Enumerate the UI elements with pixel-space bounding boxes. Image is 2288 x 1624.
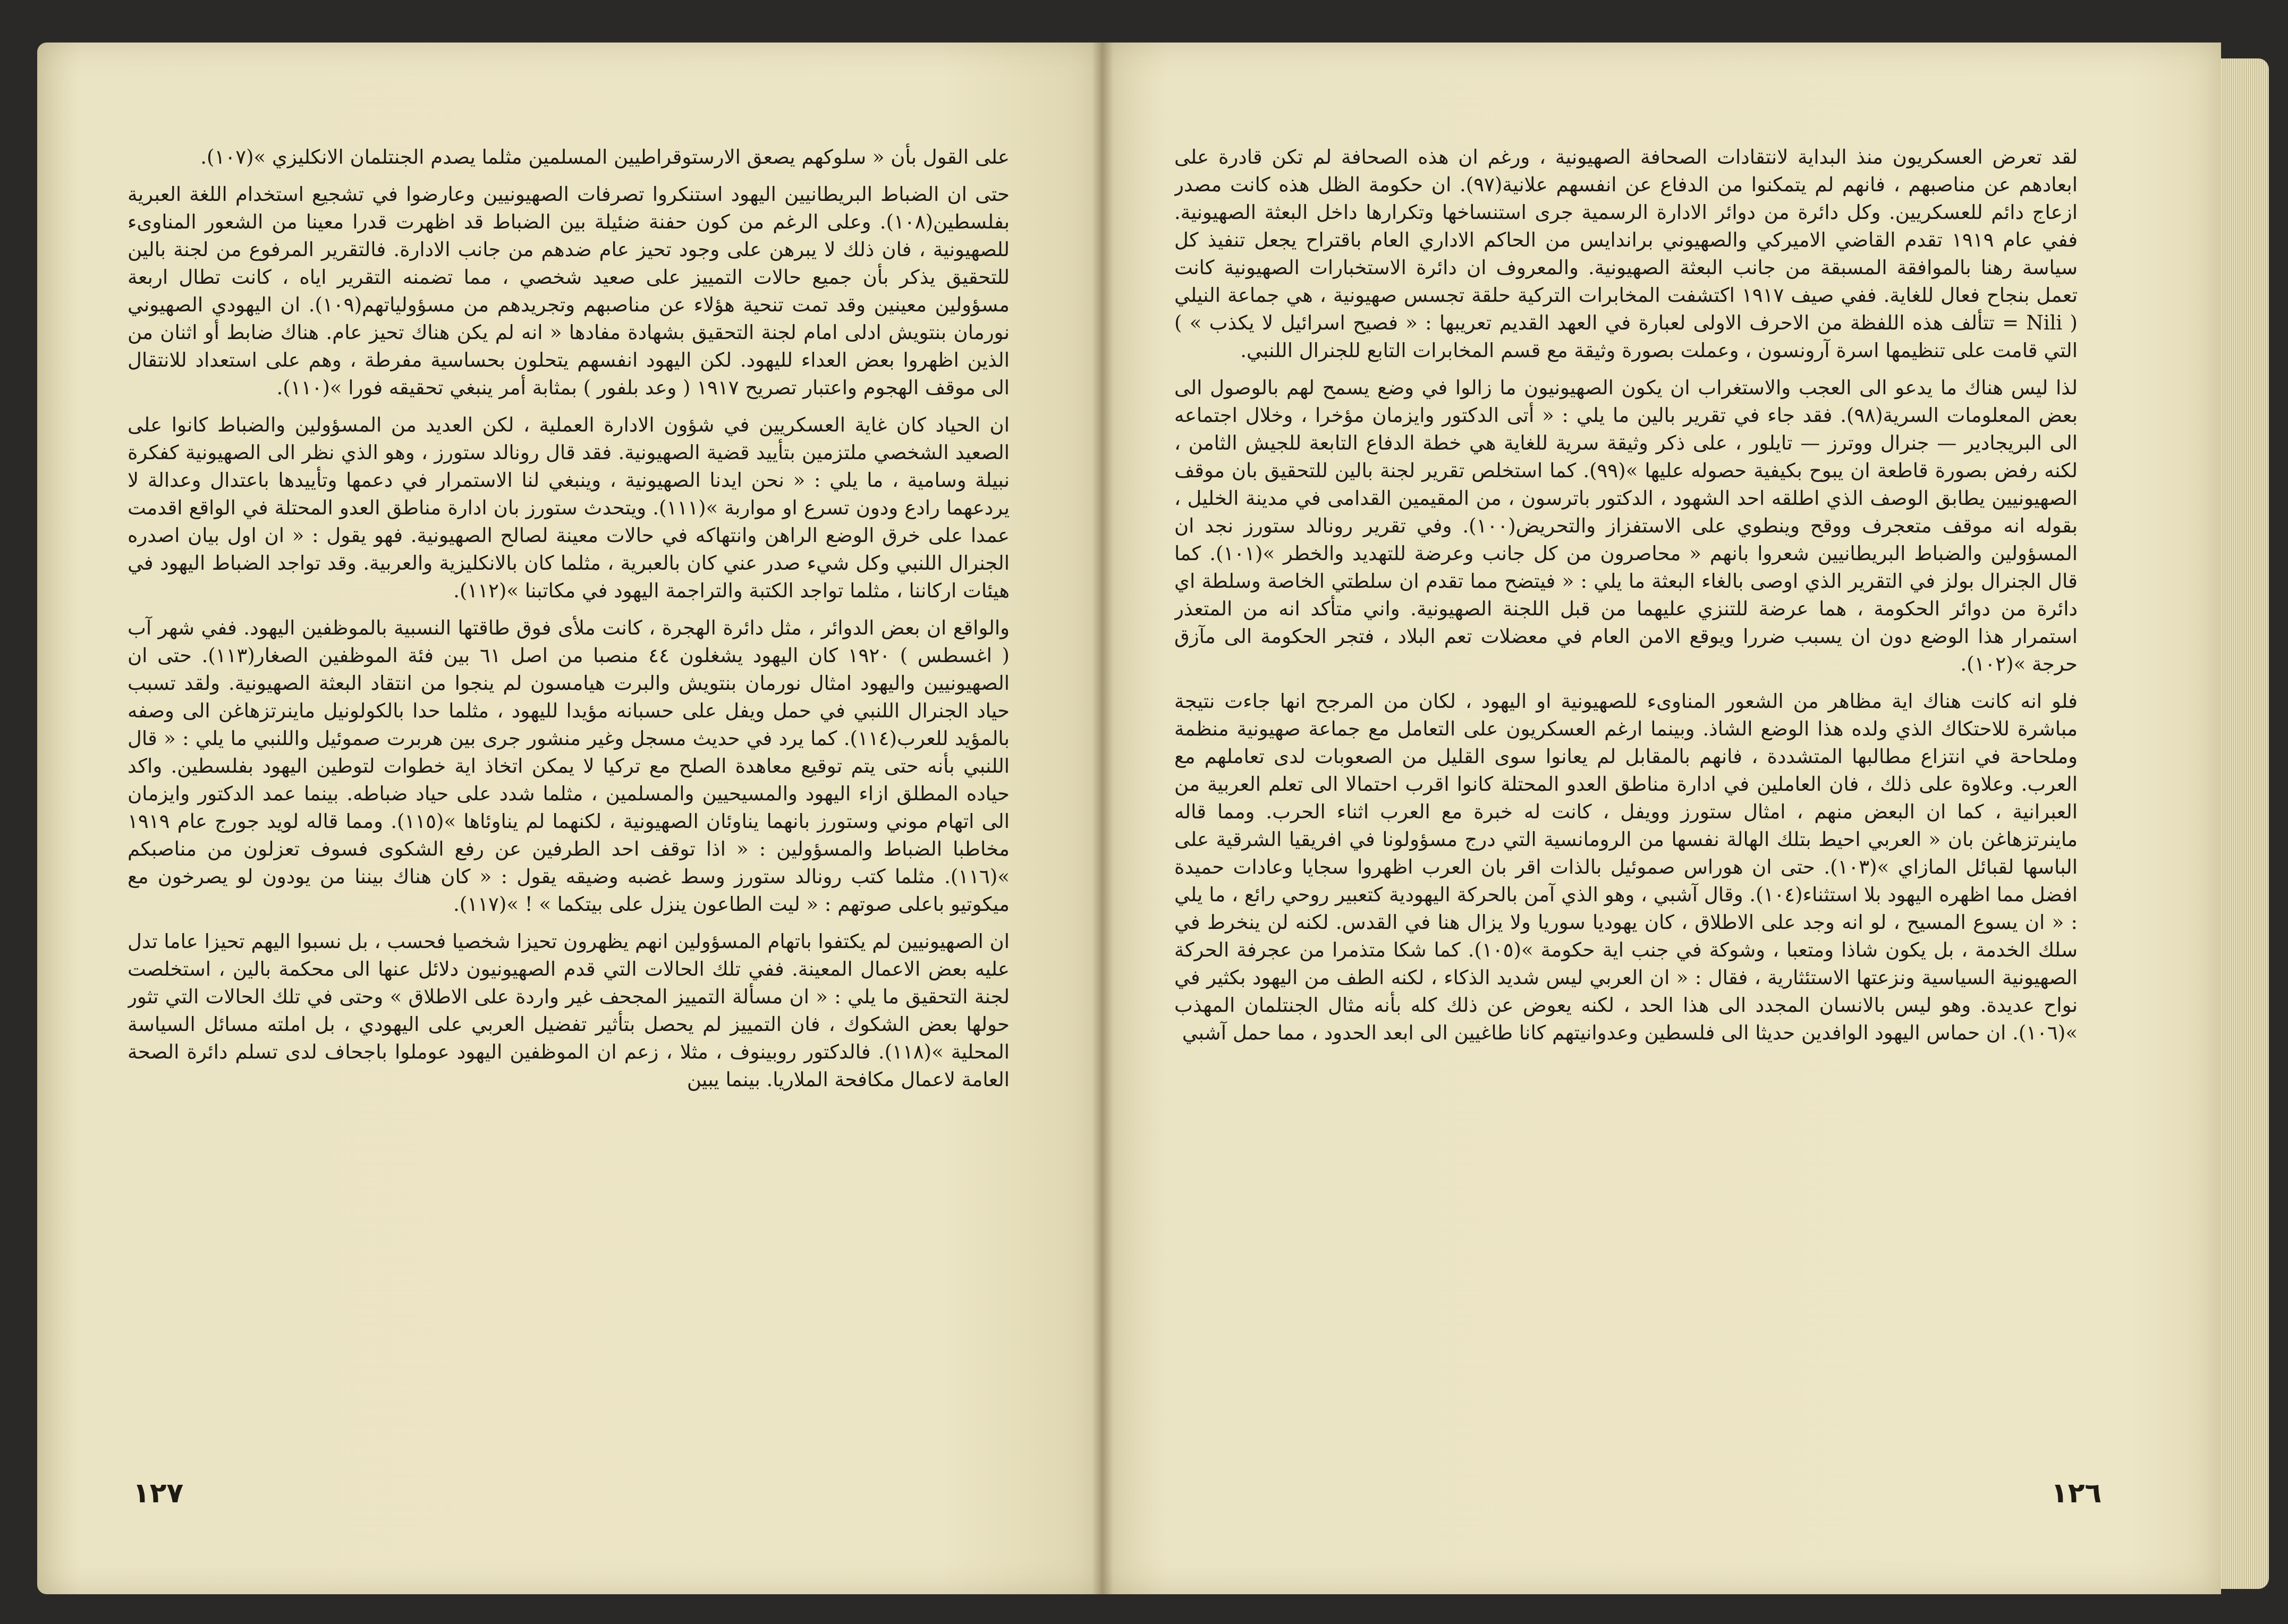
right-page	[1100, 43, 2221, 1594]
paragraph: على القول بأن « سلوكهم يصعق الارستوقراطيين المسلمين مثلما يصدم الجنتلمان الانكليزي »(١٠٧).	[200, 146, 1010, 168]
paragraph: حتى ان الضباط البريطانيين اليهود استنكروا تصرفات الصهيونيين وعارضوا في تشجيع استخدام اللغة العبرية بفلسطين(١٠٨). وعلى الرغم من كون حفنة ضئيلة بين الضباط قد اظهرت قدرا معينا من الشعور المناوىء للصهيونية ، فان ذلك لا يبرهن على وجود تحيز عام ضدهم من جانب الادارة. فالتقرير المرفوع من لجنة بالين للتحقيق يذكر بأن جميع حالات التمييز على صعيد شخصي ، مما تضمنه التقرير اياه ، كانت تطال اربعة مسؤولين معينين وقد تمت تنحية هؤلاء عن مناصبهم وتجريدهم من مسؤولياتهم(١٠٩). ان اليهودي الصهيوني نورمان بنتويش ادلى امام لجنة التحقيق بشهادة مفادها « انه لم يكن هناك تحيز عام. هناك ضابط أو اثنان من الذين اظهروا بعض العداء لليهود. لكن اليهود انفسهم يتحلون بحساسية مفرطة ، وهم على استعداد للانتقال الى موقف الهجوم واعتبار تصريح ١٩١٧ ( وعد بلفور ) بمثابة أمر ينبغي تحقيقه فورا »(١١٠).	[128, 183, 1010, 399]
paragraph: لقد تعرض العسكريون منذ البداية لانتقادات الصحافة الصهيونية ، ورغم ان هذه الصحافة لم تكن قادرة على ابعادهم عن مناصبهم ، فانهم لم يتمكنوا من الدفاع عن انفسهم علانية(٩٧). ان حكومة الظل هذه كانت مصدر ازعاج دائم للعسكريين. وكل دائرة من دوائر الادارة الرسمية جرى استنساخها وتكرارها داخل البعثة الصهيونية. ففي عام ١٩١٩ تقدم القاضي الاميركي والصهيوني براندايس من الحاكم الاداري العام باقتراح يجعل تنفيذ كل سياسة رهنا بالموافقة المسبقة من جانب البعثة الصهيونية. والمعروف ان دائرة الاستخبارات الصهيونية كانت تعمل بنجاح فعال للغاية. ففي صيف ١٩١٧ اكتشفت المخابرات التركية حلقة تجسس صهيونية ، هي جماعة النيلي ( Nili = تتألف هذه اللفظة من الاحرف الاولى لعبارة في العهد القديم تعريبها : « فصيح اسرائيل لا يكذب » ) التي قامت على تنظيمها اسرة آرونسون ، وعملت بصورة وثيقة مع قسم المخابرات التابع للجنرال اللنبي.	[1174, 146, 2078, 362]
paragraph: والواقع ان بعض الدوائر ، مثل دائرة الهجرة ، كانت ملأى فوق طاقتها النسبية بالموظفين اليهود. ففي شهر آب ( اغسطس ) ١٩٢٠ كان اليهود يشغلون ٤٤ منصبا من اصل ٦١ بين فئة الموظفين الصغار(١١٣). حتى ان الصهيونيين واليهود امثال نورمان بنتويش والبرت هيامسون لم ينجوا من انتقاد البعثة الصهيونية. ولقد تسبب حياد الجنرال اللنبي في حمل ويفل على حسبانه مؤيدا لليهود ، مثلما حدا بالكولونيل ماينرتزهاغن الى وصفه بالمؤيد للعرب(١١٤). كما يرد في حديث مسجل وغير منشور جرى بين هربرت صموئيل واللنبي ما يلي : « قال اللنبي بأنه حتى يتم توقيع معاهدة الصلح مع تركيا لا يمكن اتخاذ اية خطوات لتوطين اليهود بفلسطين. واكد حياده المطلق ازاء اليهود والمسيحيين والمسلمين ، مثلما شدد على حياد ضباطه. بينما عمد الدكتور وايزمان الى اتهام موني وستورز بانهما يناوئان الصهيونية ، لكنهما لم يناوئاها »(١١٥). ومما قاله لويد جورج عام ١٩١٩ مخاطبا الضباط والمسؤولين : « اذا توقف احد الطرفين عن رفع الشكوى فسوف تعزلون من مناصبكم »(١١٦). مثلما كتب رونالد ستورز وسط غضبه وضيقه يقول : « كان هناك بيننا من يودون لو يصرخون مع ميكوتيو باعلى صوتهم : « ليت الطاعون ينزل على بيتكما » ! »(١١٧).	[128, 616, 1010, 916]
page-number-left: ١٢٧	[133, 1477, 184, 1509]
page-number-right: ١٢٦	[2051, 1477, 2102, 1509]
page-edges	[2221, 58, 2269, 1589]
open-book	[37, 43, 2269, 1605]
left-page-text	[128, 143, 1010, 1456]
right-page-text	[1174, 143, 2078, 1456]
book-gutter	[1092, 43, 1113, 1594]
left-page	[37, 43, 1100, 1594]
paragraph: ان الحياد كان غاية العسكريين في شؤون الادارة العملية ، لكن العديد من المسؤولين والضباط كانوا على الصعيد الشخصي ملتزمين بتأييد قضية الصهيونية. فقد قال رونالد ستورز ، وهو الذي نظر الى الصهيونية كفكرة نبيلة وسامية ، ما يلي : « نحن ايدنا الصهيونية ، وينبغي لنا الاستمرار في دعمها وتأييدها باعتدال وعدالة لا يردعهما رادع ودون تسرع او مواربة »(١١١). ويتحدث ستورز بان ادارة مناطق العدو المحتلة في الواقع اقدمت عمدا على خرق الوضع الراهن وانتهاكه في حالات معينة لصالح الصهيونية. فهو يقول : « ان اول بيان اصدره الجنرال اللنبي وكل شيء صدر عني كان بالعبرية ، مثلما كان بالانكليزية والعربية. وقد تواجد الضباط اليهود في هيئات اركاننا ، مثلما تواجد الكتبة والتراجمة اليهود في مكاتبنا »(١١٢).	[128, 413, 1010, 602]
paragraph: فلو انه كانت هناك اية مظاهر من الشعور المناوىء للصهيونية او اليهود ، لكان من المرجح انها جاءت نتيجة مباشرة للاحتكاك الذي ولده هذا الوضع الشاذ. وبينما ارغم العسكريون على التعامل مع جماعة صهيونية منظمة وملحاحة في انتزاع مطالبها المتشددة ، فانهم بالمقابل لم يعانوا سوى القليل من الصعوبات لدى تعاملهم مع العرب. وعلاوة على ذلك ، فان العاملين في ادارة مناطق العدو المحتلة كانوا اقرب احتمالا الى تعلم العربية من العبرانية ، كما ان البعض منهم ، امثال ستورز وويفل ، كانت له خبرة مع العرب اثناء الحرب. ومما قاله ماينرتزهاغن بان « العربي احيط بتلك الهالة نفسها من الرومانسية التي درج مسؤولونا في افريقيا الشرقية على الباسها لقبائل المازاي »(١٠٣). حتى ان هوراس صموئيل بالذات اقر بان العرب اظهروا سجايا وعادات حميدة افضل مما اظهره اليهود بلا استثناء(١٠٤). وقال آشبي ، وهو الذي آمن بالحركة اليهودية كتعبير روحي رائع ، ما يلي : « ان يسوع المسيح ، لو انه وجد على الاطلاق ، كان يهوديا سوريا ولا يزال هنا في القدس. لكنه لن ينخرط في سلك الخدمة ، بل يكون شاذا ومتعبا ، وشوكة في جنب اية حكومة »(١٠٥). كما شكا متذمرا من عجرفة الحركة الصهيونية السياسية ونزعتها الاستئثارية ، فقال : « ان العربي ليس شديد الذكاء ، لكنه الطف من اليهود بكثير في نواح عديدة. وهو ليس بالانسان المجدد الى هذا الحد ، لكنه يعوض عن ذلك كله بأنه مثال الجنتلمان المهذب »(١٠٦). ان حماس اليهود الوافدين حديثا الى فلسطين وعدوانيتهم كانا طاغيين الى ابعد الحدود ، مما حمل آشبي	[1174, 690, 2078, 1044]
paragraph: ان الصهيونيين لم يكتفوا باتهام المسؤولين انهم يظهرون تحيزا شخصيا فحسب ، بل نسبوا اليهم تحيزا عاما تدل عليه بعض الاعمال المعينة. ففي تلك الحالات التي قدم الصهيونيون دلائل عنها الى محكمة بالين ، استخلصت لجنة التحقيق ما يلي : « ان مسألة التمييز المجحف غير واردة على الاطلاق » وحتى في تلك الحالات التي تثور حولها بعض الشكوك ، فان التمييز لم يحصل بتأثير تفضيل العربي على اليهودي ، بل املته مسائل السياسة المحلية »(١١٨). فالدكتور روبينوف ، مثلا ، زعم ان الموظفين اليهود عوملوا باجحاف لدى تسلم دائرة الصحة العامة لاعمال مكافحة الملاريا. بينما يبين	[128, 930, 1010, 1091]
paragraph: لذا ليس هناك ما يدعو الى العجب والاستغراب ان يكون الصهيونيون ما زالوا في وضع يسمح لهم بالوصول الى بعض المعلومات السرية(٩٨). فقد جاء في تقرير بالين ما يلي : « أتى الدكتور وايزمان مؤخرا ، وخلال اجتماعه الى البريجادير — جنرال ووترز — تايلور ، على ذكر وثيقة سرية للغاية هي خطة الدفاع التابعة للجيش الثامن ، لكنه رفض بصورة قاطعة ان يبوح بكيفية حصوله عليها »(٩٩). كما استخلص تقرير لجنة بالين للتحقيق بان موقف الصهيونيين يطابق الوصف الذي اطلقه احد الشهود ، الدكتور باترسون ، من المقيمين القدامى في مدينة الخليل ، بقوله انه موقف متعجرف ووقح وينطوي على الاستفزاز والتحريض(١٠٠). وفي تقرير رونالد ستورز نجد ان المسؤولين والضباط البريطانيين شعروا بانهم « محاصرون من كل جانب وعرضة للتهديد والخطر »(١٠١). كما قال الجنرال بولز في التقرير الذي اوصى بالغاء البعثة ما يلي : « فيتضح مما تقدم ان سلطتي الخاصة وسلطة اي دائرة من دوائر الحكومة ، هما عرضة للتنزي عليهما من قبل اللجنة الصهيونية. واني متأكد انه من المتعذر استمرار هذا الوضع دون ان يسبب ضررا ويوقع الامن العام في معضلات تعم البلاد ، فتجر الحكومة الى مآزق حرجة »(١٠٢).	[1174, 376, 2078, 675]
